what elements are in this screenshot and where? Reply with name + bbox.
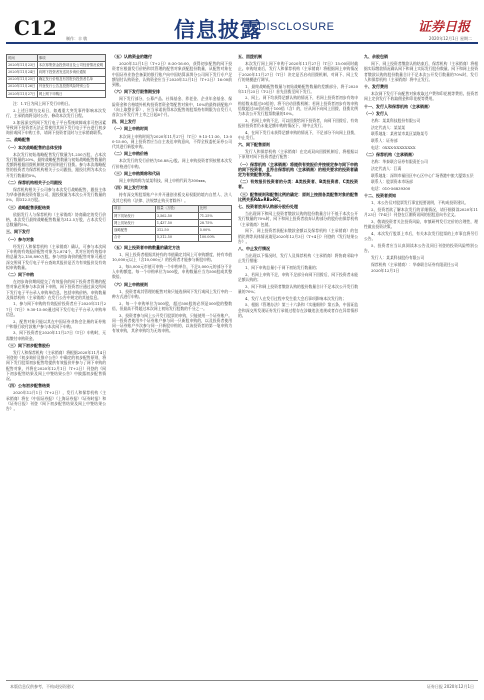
section-heading: 五、回拨机制 — [238, 54, 262, 59]
body-paragraph: 2020年12月1日（T+2日）8:30-16:00，获得初步配售的网下投资者应根据发行价格和其管理的配售对象获配股份数量，从配售对象在中国证券业协会备案的银行账户向中国结算深圳分公司网下发行专户足额划付认购资金，认购资金应当于2020年12月1日（T+2日）16:00前到账。 — [112, 61, 232, 88]
body-paragraph: 网下、网上投资者缴款认购结束后，保荐机构（主承销商）将根据实际缴款情况确认网下和网上实际发行股份数量。网下和网上投资者缴款认购的股份数量合计不足本次公开发行数量的70%时，发行人和保荐机构（主承销商）将中止发行。 — [364, 61, 478, 82]
column-1 — [6, 52, 106, 674]
page-footer — [6, 680, 478, 692]
meta-left: 制作：丰 敏 — [66, 36, 88, 41]
table-row — [7, 91, 106, 98]
table-row — [7, 83, 106, 90]
paper-logo: 证券日报 — [417, 20, 470, 35]
body-paragraph: 法定代表人：江禹 — [371, 165, 402, 171]
body-paragraph: 保荐机构相关子公司参与本次发行战略配售，跟投主体为华泰创新投资有限公司，跟投数量为本次公开发行数量的5%，即312.5万股。 — [6, 187, 106, 203]
body-paragraph: 本次网下发行不向配售对象收取过户费和印花税等费用。投资者网上定价发行不收取佣金和印花税等费用。 — [364, 91, 478, 102]
body-paragraph: 注：1.T日为网上网下发行申购日。 — [13, 101, 73, 107]
body-paragraph: 2、投资者欲了解本次发行的详细情况，请仔细阅读2020年11月23日（T-4日）刊登在巨潮资讯网的招股意向书全文。 — [364, 207, 478, 218]
footer-right: 证券日报 2020年12月1日 — [426, 684, 474, 689]
column-1-text — [6, 101, 106, 411]
table-cell: 5,312.50 — [155, 234, 198, 241]
table-header-cell: 时间 — [7, 55, 38, 62]
table-header-cell: 比例 — [198, 205, 231, 212]
table-cell: 2020年11月25日 — [7, 76, 38, 83]
column-2 — [112, 52, 232, 674]
masthead — [6, 14, 478, 44]
section-heading: （一）发行人 — [364, 110, 388, 116]
body-paragraph: 本次网上申购时间为2020年11月27日（T日）9:15-11:30、13:00-15:00。网上投资者应当自主表达申购意向，不得全权委托证券公司代其进行新股申购。 — [112, 133, 232, 150]
section-heading: （二）保荐机构相关子公司跟投 — [6, 179, 62, 185]
body-paragraph: 经发行人和保荐机构（主承销商）确认，可参与本次网下申购的有效报价配售对象为2,874个，其对应的有效拟申购总量为2,150,890万股。参与初步询价的配售对象可通过深交所网下发行电子平台查询其报价是否为有效报价及有效拟申购数量。 — [6, 243, 106, 270]
table-cell: 2020年11月23日 — [7, 62, 38, 69]
body-paragraph: 1、投资者或其管理的配售对象只能选择网下发行或网上发行中的一种方式进行申购。 — [112, 288, 232, 300]
section-heading: （四）网上发行对象 — [112, 185, 148, 191]
body-paragraph: 2020年12月1日 — [371, 268, 400, 274]
body-paragraph: 电话：010-56839300 — [371, 186, 411, 192]
meta-right: 2020年12月1日 星期二 — [428, 36, 472, 41]
section-heading: 十二、投资者须知 — [364, 193, 396, 199]
body-paragraph: 名称：华泰联合证券有限责任公司 — [371, 159, 428, 165]
table-cell: 3,562.50 — [155, 213, 198, 220]
section-heading: 六、网下配售原则 — [238, 142, 270, 148]
allocation-table — [112, 205, 232, 242]
section-heading: （四）公布初步配售结果 — [6, 383, 50, 389]
body-paragraph: 2.上述日期为交易日，如遇重大突发事件影响本次发行，主承销商将及时公告，修改本次发行日程。 — [6, 107, 106, 119]
table-header-cell: 数量（万股） — [155, 205, 198, 212]
body-paragraph: 发行人和保荐机构（主承销商）在完成双向回拨机制后，将根据以下原则对网下投资者进行配售： — [238, 149, 358, 160]
table-header-cell: 项目 — [113, 205, 156, 212]
table-cell: 网上初始发行 — [113, 220, 156, 227]
body-paragraph: 法定代表人：某某某 — [371, 124, 406, 130]
body-paragraph: 1、网下申购总量小于网下初始发行数量的； — [245, 265, 320, 271]
body-paragraph: 本次发行初始战略配售发行数量为1,250万股，占本次发行数量的20%，最终战略配售数量与初始战略配售数量的差额将根据回拨机制规定的原则进行回拨。参与本次战略配售的投资者为保荐机构相关子公司跟投，跟投比例为本次公开发行数量的5%。 — [6, 151, 106, 178]
body-paragraph: 依据发行人与保荐机构（主承销商）协商确定的发行价格，本次发行最终战略配售数量为312.5万股，占本次发行总数量的5%。 — [6, 211, 106, 228]
body-paragraph: 发行人：某某科技股份有限公司 — [371, 254, 425, 260]
body-paragraph: 3、投资者参与网上公开发行股票的申购，只能使用一个证券账户。同一投资者使用多个证券账户参与同一只新股申购的，以及投资者使用同一证券账户多次参与同一只新股申购的，以该投资者的第一笔申购为有效申购，其余申购均为无效申购。 — [112, 312, 232, 334]
footer-left: 本版信息仅供参考，不构成投资建议 — [10, 684, 74, 689]
column-2-text — [112, 54, 232, 203]
section-heading: 三、网下发行 — [6, 229, 30, 235]
section-heading: （一）网上申购时间 — [112, 126, 148, 132]
body-paragraph: 持有深交所股票账户卡并开通创业板交易权限的境内自然人、法人及其它机构（法律、法规禁止购买者除外）。 — [112, 192, 232, 203]
section-heading: （三）配售规则和配售比例的确定：原则上按照各类配售对象的配售比例关系RA≥RB≥RC。 — [238, 191, 358, 202]
column-3-text — [238, 54, 358, 318]
table-row — [113, 213, 232, 220]
body-paragraph: 5、投资者应当认真阅读本公告及同日刊登的投资风险特别公告。 — [364, 242, 478, 254]
section-heading: 十、发行费用 — [364, 84, 388, 90]
body-paragraph: 3.如因深交所网下发行电子平台系统故障或非可控因素导致网下投资者无法正常使用其网下发行电子平台进行初步询价或网下申购工作，请网下投资者及时与主承销商联系。 — [6, 119, 106, 136]
column-2-text-continued — [112, 245, 232, 334]
body-paragraph: 本次发行的发行价格为16.88元/股。网上申购投资者须按照本次发行价格进行申购。 — [112, 158, 232, 169]
table-cell: 刊登发行公告及投资风险特别公告 — [37, 83, 105, 90]
section-heading: （三）战略配售获配结果 — [6, 204, 50, 210]
section-heading: （六）网下发行限售期安排 — [112, 89, 160, 95]
body-paragraph: 3、网下和网上投资者缴款认购的股份数量合计不足本次公开发行数量的70%； — [238, 283, 358, 294]
section-heading: （二）有效报价投资者的分类：A类投资者、B类投资者、C类投资者。 — [238, 179, 358, 190]
table-cell: 2020年11月24日 — [7, 69, 38, 76]
column-3 — [238, 52, 358, 674]
section-heading: 十一、发行人和保荐机构（主承销商） — [364, 103, 432, 109]
body-paragraph: 2、若网上申购不足，申购不足部分向网下回拨后，网下投资者未能足额认购的； — [238, 271, 358, 283]
section-heading: 二、战略配售 — [6, 137, 30, 143]
section-heading: （二）网上申购价格 — [112, 151, 148, 157]
body-paragraph: 本次发行网上网下申购于2020年11月27日（T日）15:00同时截止。申购结束后，发行人和保荐机构（主承销商）将根据网上申购情况于2020年11月27日（T日）决定是否启动回拨机制，对网下、网上发行的规模进行调节。 — [238, 61, 358, 82]
masthead-rule — [6, 42, 478, 44]
body-paragraph: 1、网上投资者根据其持有的市值确定其网上可申购额度，持有市值10,000元以上（含10,000元）的投资者才能参与新股申购。 — [112, 252, 232, 263]
section-heading: （五）网上投资者申购数量的确定方法 — [112, 244, 180, 250]
column-4 — [364, 52, 478, 674]
section-heading: 八、中止发行情况 — [238, 246, 270, 251]
body-paragraph: 4、发行人在发行过程中发生重大会后事项影响本次发行的； — [245, 295, 347, 301]
table-row — [7, 62, 106, 69]
section-heading: （一）参与对象 — [6, 236, 34, 242]
table-cell: 1,437.50 — [155, 220, 198, 227]
body-paragraph: 网下发行部分，公募产品、社保基金、养老金、企业年金基金、保险资金和合格境外机构投资者资金等配售对象中，10%的最终获配账户（向上取整计算），应当承诺获得本次配售的股票持有期限为自发行人首次公开发行并上市之日起6个月。 — [112, 96, 232, 118]
body-paragraph: 2020年12月1日（T+2日），发行人和保荐机构（主承销商）将在《中国证券报》《上海证券报》《证券时报》和《证券日报》刊登《网下初步配售结果及网上中签结果公告》。 — [6, 390, 106, 412]
body-paragraph: 当出现以下情况时，发行人及保荐机构（主承销商）将协商采取中止发行措施： — [238, 253, 358, 264]
body-paragraph: 1、本公告仅对股票发行事宜扼要说明，不构成投资建议。 — [371, 200, 469, 206]
table-cell: 2020年11月27日 — [7, 91, 38, 98]
section-heading: （二）保荐机构（主承销商） — [364, 152, 416, 158]
table-cell: 本次募集资金投资项目及公司经营情况说明 — [37, 62, 105, 69]
table-cell: 网下初始发行 — [113, 213, 156, 220]
table-row — [113, 227, 232, 234]
column-4-text — [364, 54, 478, 273]
section-heading: 七、投资者放弃认购部分股份处理 — [238, 204, 298, 210]
table-cell: 合计 — [113, 234, 156, 241]
table-header-cell: 事项 — [37, 55, 105, 62]
body-paragraph: 5、根据《管理办法》第三十六条和《实施细则》第五条，中国证监会和深交所发现证券发行承销过程存在涉嫌违法违规或者存在异常情形的。 — [238, 302, 358, 318]
table-row — [113, 234, 232, 241]
table-cell: 确定发行价格及有效报价投资者名单 — [37, 76, 105, 83]
body-paragraph: 3、网下投资者在2020年11月27日（T日）申购时，无需缴付申购资金。 — [6, 330, 106, 341]
table-cell: 向网下投资者发送初步询价通知 — [37, 69, 105, 76]
section-heading: 四、网上发行 — [112, 119, 136, 125]
body-paragraph: 名称：某某科技股份有限公司 — [371, 118, 421, 124]
table-row — [7, 76, 106, 83]
table-cell: 312.50 — [155, 227, 198, 234]
body-paragraph: 2、每一个申购单位为500股，超过500股的必须是500股的整数倍，但最高不得超过本次网上初始发行股数的千分之一。 — [112, 300, 232, 311]
body-paragraph: 联系人：证券部 — [371, 138, 398, 144]
table-cell: 100.00% — [198, 234, 231, 241]
section-title: 信息披露 — [174, 18, 262, 42]
body-paragraph: 1、最终战略配售数量与初始战略配售数量的差额部分，将于2020年11月25日（T-2日）首先回拨至网下发行。 — [238, 83, 358, 94]
body-paragraph: 电话：0XXX-XXXXXXXX — [371, 144, 416, 150]
table-cell: 71.25% — [198, 213, 231, 220]
body-paragraph: 3、敬请投资者关注投资风险，审慎研判发行定价的合理性，理性做出投资决策。 — [364, 219, 478, 230]
section-subtitle: DISCLOSURE — [258, 21, 335, 33]
body-paragraph: 在初步询价期间提交了有效报价的网下投资者管理的配售对象必须参与本次网下申购，网下投资者应通过深交所网下发行电子平台录入申购单信息，包括申购价格、申购数量及保荐机构（主承销商）在发行公告中规定的其他信息。 — [6, 279, 106, 300]
page-number: C12 — [14, 16, 57, 40]
body-paragraph: 联系地址：深圳市福田区中心区中心广场香港中旅大厦第五层 — [371, 172, 474, 178]
section-heading: （五）认购资金的缴付 — [112, 54, 152, 59]
body-paragraph: 3、若网上申购不足，可以回拨给网下投资者，向网下回拨后，有效报价投资者仍未能足额申购的情况下，则中止发行。 — [238, 117, 358, 128]
table-row — [7, 69, 106, 76]
body-paragraph: 联系地址：某省某市某区某路某号 — [371, 131, 428, 137]
body-paragraph: 当出现网下和网上投资者缴款认购的股份数量合计不低于本次公开发行数量的70%时，网下和网上投资者放弃认购部分的股份由保荐机构（主承销商）包销。 — [238, 211, 358, 227]
table-cell: 5.00% — [198, 227, 231, 234]
body-paragraph: 1、参与网下申购的有效报价投资者应于2020年11月27日（T日）9:30-15:00通过网下发行电子平台录入申购单信息。 — [6, 301, 106, 317]
section-heading: （三）网下初步配售股份 — [6, 342, 50, 348]
table-cell: 战略配售 — [113, 227, 156, 234]
body-paragraph: 保荐机构（主承销商）：华泰联合证券有限责任公司 — [371, 261, 459, 267]
section-heading: （一）保荐机构（主承销商）将提供有效报价并按规定参与网下申购的网下投资者，且符合保荐机构（主承销商）的相关要求的投资者确定为有效配售对象。 — [238, 161, 358, 178]
section-heading: （二）网下申购 — [6, 271, 34, 277]
body-paragraph: 网下、网上投资者获配未缴款金额以及保荐机构（主承销商）的包销比例等具体情况请见2020年12月3日（T+4日）刊登的《发行结果公告》。 — [238, 228, 358, 244]
body-paragraph: 4、在网下发行未获得足额申购的情况下，不足部分不向网上回拨，中止发行。 — [238, 129, 358, 140]
schedule-table — [6, 54, 106, 98]
body-paragraph: 联系人：股票资本市场部 — [371, 179, 413, 185]
section-heading: 九、余股包销 — [364, 54, 388, 59]
body-paragraph: 网上申购简称为某某科技，网上申购代码为300xxx。 — [119, 178, 209, 184]
body-paragraph: 4、本次发行股票上市后，有关本次发行股票的上市事宜将另行公告。 — [364, 230, 478, 242]
section-heading: （三）网上申购简称和代码 — [112, 170, 160, 176]
body-paragraph: 2、网上、网下均获得足额认购的情况下，若网上投资者初步有效申购倍数未超过50倍的，将不启动回拨机制；若网上投资者初步有效申购倍数超过50倍但低于100倍（含）的，应从网下向网上回拨，回拨比例为本次公开发行股票数量的10%。 — [238, 95, 358, 117]
table-cell: 网上网下申购日 — [37, 91, 105, 98]
body-paragraph: 2、每5,000元市值可申购一个申购单位，不足5,000元的部分不计入申购额度。每一个申购单位为500股，申购数量应当为500股或其整数倍。 — [112, 264, 232, 280]
table-row — [113, 220, 232, 227]
table-cell: 28.75% — [198, 220, 231, 227]
section-heading: （一）本次战略配售的总体安排 — [6, 144, 62, 150]
body-paragraph: 发行人和保荐机构（主承销商）将根据2020年11月4日刊登的《初步询价及推介公告》中确定的初步配售原则，将网下发行股票初步配售给提供有效报价并参与了网下申购的配售对象，并将在2020年12月1日（T+2日）刊登的《网下初步配售结果及网上中签结果公告》中披露初步配售情况。 — [6, 350, 106, 382]
body-paragraph: 2、配售对象只能以其在中国证券业协会注册的证券账户和银行收付款账户参与本次网下申购。 — [6, 318, 106, 329]
table-cell: 2020年11月26日 — [7, 83, 38, 90]
section-heading: （六）网上申购规则 — [112, 281, 148, 287]
